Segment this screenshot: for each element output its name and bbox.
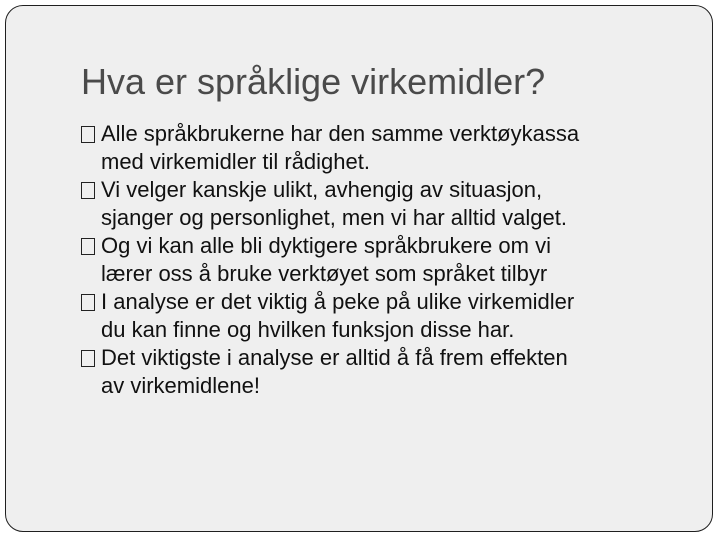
bullet-line: Og vi kan alle bli dyktigere språkbrukere om vi <box>101 233 551 258</box>
bullet-item <box>81 120 681 176</box>
bullet-item <box>81 288 681 344</box>
bullet-line: lærer oss å bruke verktøyet som språket tilbyr <box>101 261 548 286</box>
bullet-box-icon <box>81 294 95 311</box>
bullet-box-icon <box>81 238 95 255</box>
bullet-line: Vi velger kanskje ulikt, avhengig av situasjon, <box>101 177 543 202</box>
bullet-line: Det viktigste i analyse er alltid å få frem effekten <box>101 345 568 370</box>
bullet-line: du kan finne og hvilken funksjon disse har. <box>101 317 515 342</box>
slide-title: Hva er språklige virkemidler? <box>81 61 546 102</box>
bullet-line: av virkemidlene! <box>101 373 260 398</box>
bullet-item <box>81 232 681 288</box>
bullet-line: med virkemidler til rådighet. <box>101 149 370 174</box>
bullet-line: sjanger og personlighet, men vi har alltid valget. <box>101 205 567 230</box>
bullet-item <box>81 176 681 232</box>
bullet-box-icon <box>81 126 95 143</box>
bullet-line: Alle språkbrukerne har den samme verktøykassa <box>101 121 580 146</box>
bullet-box-icon <box>81 350 95 367</box>
bullet-item <box>81 344 681 400</box>
bullet-line: I analyse er det viktig å peke på ulike virkemidler <box>101 289 575 314</box>
bullet-list <box>81 120 681 400</box>
bullet-box-icon <box>81 182 95 199</box>
